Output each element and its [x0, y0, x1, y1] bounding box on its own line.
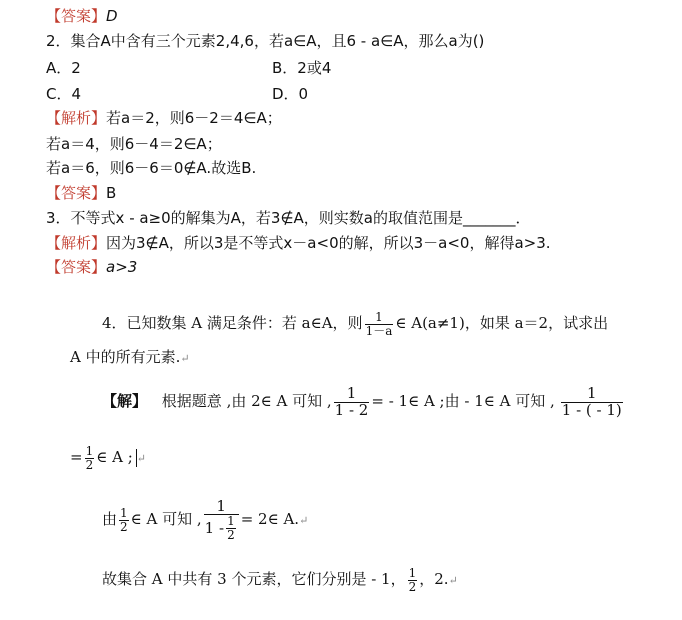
- q1-answer-line: [46, 6, 118, 26]
- q4-stem-line2: [70, 347, 190, 369]
- fraction-numerator: 1: [375, 309, 383, 324]
- fraction-numerator: 1: [346, 383, 357, 402]
- q4-solution-line2: [70, 440, 146, 476]
- q2-option-d: D．0: [272, 85, 309, 103]
- den-prefix: 1 -: [204, 518, 225, 537]
- return-mark-icon: ↵: [448, 574, 458, 587]
- solution-tag: 【解】: [102, 392, 148, 410]
- answer-value: B: [106, 184, 117, 202]
- solution-text-mid: ∈ A 可知 ,: [130, 510, 202, 528]
- q2-stem: 2．集合A中含有三个元素2,4,6，若a∈A，且6 - a∈A，那么a为(): [46, 32, 485, 50]
- solution-text-b: = - 1∈ A ;由 - 1∈ A 可知 ,: [371, 392, 555, 410]
- fraction-denominator: 1－a: [365, 323, 393, 338]
- q4-stem-line1: [102, 306, 608, 340]
- q2-option-c: C．4: [46, 85, 82, 103]
- fraction-denominator: 2: [120, 519, 128, 534]
- solution-text-post: ，2.: [419, 570, 449, 588]
- analysis-text: 若a＝2，则6－2＝4∈A；: [106, 109, 282, 127]
- solution-eq: =: [70, 448, 83, 466]
- answer-value: D: [106, 7, 118, 25]
- answer-tag: 【答案】: [46, 184, 107, 202]
- q2-option-a: A．2: [46, 59, 81, 77]
- analysis-text: 因为3∉A，所以3是不等式x－a<0的解，所以3－a<0，解得a>3.: [106, 234, 551, 252]
- q4-solution-line4: [102, 562, 458, 598]
- fraction-denominator: 1 - ( - 1): [561, 400, 622, 419]
- fraction-denominator: [204, 514, 239, 541]
- return-mark-icon: ↵: [136, 452, 146, 465]
- solution-fraction-half: [119, 507, 129, 533]
- q3-stem: 3．不等式x - a≥0的解集为A，若3∉A，则实数a的取值范围是_______．: [46, 209, 531, 227]
- return-mark-icon: ↵: [299, 514, 309, 527]
- q3-answer-line: [46, 257, 137, 277]
- fraction-denominator: 2: [227, 527, 235, 542]
- answer-value: a>3: [106, 258, 138, 276]
- fraction-numerator: 1: [120, 505, 128, 520]
- nested-fraction: [226, 515, 236, 541]
- fraction-numerator: 1: [85, 443, 94, 458]
- q2-analysis-line2: 若a＝4，则6－4＝2∈A；: [46, 135, 222, 153]
- solution-text-post: = 2∈ A.: [240, 510, 300, 528]
- fraction-denominator: 2: [85, 457, 94, 472]
- solution-fraction-half: [408, 567, 418, 593]
- q2-answer-line: [46, 183, 116, 203]
- analysis-tag: 【解析】: [46, 234, 107, 252]
- solution-text-a: 根据题意 ,由 2∈ A 可知 ,: [161, 392, 332, 410]
- q4-solution-line1: [102, 384, 625, 418]
- solution-complex-fraction: [204, 496, 239, 542]
- solution-text-pre: 由: [102, 510, 118, 528]
- fraction-denominator: 2: [408, 579, 417, 594]
- solution-text-pre: 故集合 A 中共有 3 个元素，它们分别是 - 1，: [102, 570, 406, 588]
- answer-tag: 【答案】: [46, 258, 107, 276]
- fraction-numerator: 1: [227, 514, 235, 529]
- solution-fraction-1: [334, 383, 370, 419]
- fraction-numerator: 1: [216, 496, 226, 515]
- answer-tag: 【答案】: [46, 7, 107, 25]
- q4-stem-post: ∈ A(a≠1)，如果 a＝2，试求出: [395, 314, 609, 332]
- solution-fraction-2: [561, 383, 623, 419]
- q4-stem-fraction: [365, 311, 394, 337]
- q2-analysis-line1: [46, 108, 282, 128]
- fraction-numerator: 1: [408, 565, 417, 580]
- fraction-numerator: 1: [586, 383, 597, 402]
- solution-text: ∈ A ;: [96, 448, 133, 466]
- q3-analysis-line: [46, 233, 551, 253]
- q2-analysis-line3: 若a＝6，则6－6＝0∉A.故选B.: [46, 159, 257, 177]
- return-mark-icon: ↵: [180, 352, 190, 365]
- q4-stem-pre: 4．已知数集 A 满足条件：若 a∈A，则: [102, 314, 363, 332]
- fraction-denominator: 1 - 2: [334, 400, 369, 419]
- q4-stem-line2-text: A 中的所有元素.: [70, 348, 181, 366]
- solution-fraction-half: [85, 445, 95, 471]
- q4-solution-line3: [102, 494, 308, 546]
- q2-option-b: B．2或4: [272, 59, 332, 77]
- analysis-tag: 【解析】: [46, 109, 107, 127]
